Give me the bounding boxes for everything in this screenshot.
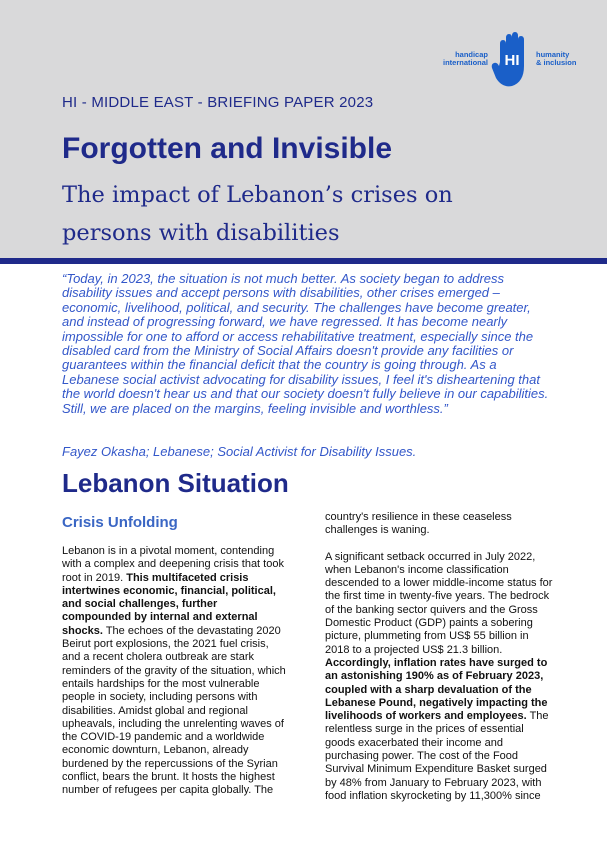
paragraph-text: A significant setback occurred in July 2022, when Lebanon's income classification descended to a lower middle-income status for the first time in twenty-five years. The bedrock of the banking sector quivers and the Gross Domestic Product (GDP) paints a sobering picture, plummeting from US$ 55 billion in 2018 to a projected US$ 21.3 billion. — [325, 550, 553, 656]
logo-left-text — [436, 51, 488, 67]
document-title: Forgotten and Invisible — [62, 132, 393, 165]
pull-quote: “Today, in 2023, the situation is not much better. As society began to address disability issues and accept persons with disabilities, other crises emerged – economic, livelihood, political, and security. The challenges have become greater, and instead of progressing forward, we have regressed. It has become nearly impossible for one to afford or access rehabilitative treatment, especially since the disabled card from the Ministry of Social Affairs doesn't provide any facilities or guarantees within the financial deficit that the country is going through. As a Lebanese social activist advocating for disability issues, I feel it's disheartening that the world doesn't hear us and that our society doesn't fully believe in our capabilities. Still, we are placed on the margins, feeling invisible and worthless.” — [62, 271, 549, 416]
briefing-kicker: HI - MIDDLE EAST - BRIEFING PAPER 2023 — [62, 94, 374, 111]
paragraph-bold-text: Accordingly, inflation rates have surged to an astonishing 190% as of February 2023, coupled with a sharp devaluation of the Lebanese Pound, negatively impacting the livelihoods of workers and employees. — [325, 656, 548, 723]
logo-mark-text: HI — [504, 52, 520, 69]
quote-attribution: Fayez Okasha; Lebanese; Social Activist for Disability Issues. — [62, 444, 417, 459]
logo-text-inclusion: & inclusion — [536, 58, 577, 67]
paragraph-continued: country's resilience in these ceaseless challenges is waning. — [325, 511, 512, 537]
paragraph — [325, 551, 555, 804]
logo-right-text — [536, 51, 596, 67]
body-column-right — [325, 511, 555, 816]
logo-text-humanity: humanity — [536, 50, 570, 59]
body-column-left — [62, 545, 286, 798]
section-heading: Lebanon Situation — [62, 468, 289, 498]
paragraph-text: The relentless surge in the prices of essential goods exacerbated their income and purchasing power. The cost of the Food Survival Minimum Expenditure Basket surged by 48% from January to February 2023, with food inflation skyrocketing by 11,300% since — [325, 710, 549, 802]
paragraph-text: Lebanon is in a pivotal moment, contending with a complex and deepening crisis that took root in 2019. — [62, 545, 284, 584]
paragraph-text: The echoes of the devastating 2020 Beirut port explosions, the 2021 fuel crisis, and a recent cholera outbreak are stark reminders of the gravity of the situation, which entails hardships for the most vulnerable people in society, including persons with disabilities. Amidst global and regional upheavals, including the unrelenting waves of the COVID-19 pandemic and a worldwide economic downturn, Lebanon, already burdened by the repercussions of the Syrian conflict, bears the brunt. It hosts the highest number of refugees per capita globally. The — [62, 624, 286, 797]
hand-logo-icon — [490, 32, 534, 90]
logo-text-handicap: handicap — [455, 50, 488, 59]
header-divider — [0, 258, 607, 264]
hi-logo — [432, 32, 582, 92]
document-subtitle: The impact of Lebanon’s crises on persons with disabilities — [62, 182, 453, 246]
paragraph-bold-text: This multifaceted crisis intertwines economic, financial, political, and social challenges, further compounded by internal and external shocks. — [62, 571, 276, 637]
section-subheading: Crisis Unfolding — [62, 514, 178, 531]
logo-text-international: international — [442, 58, 488, 67]
